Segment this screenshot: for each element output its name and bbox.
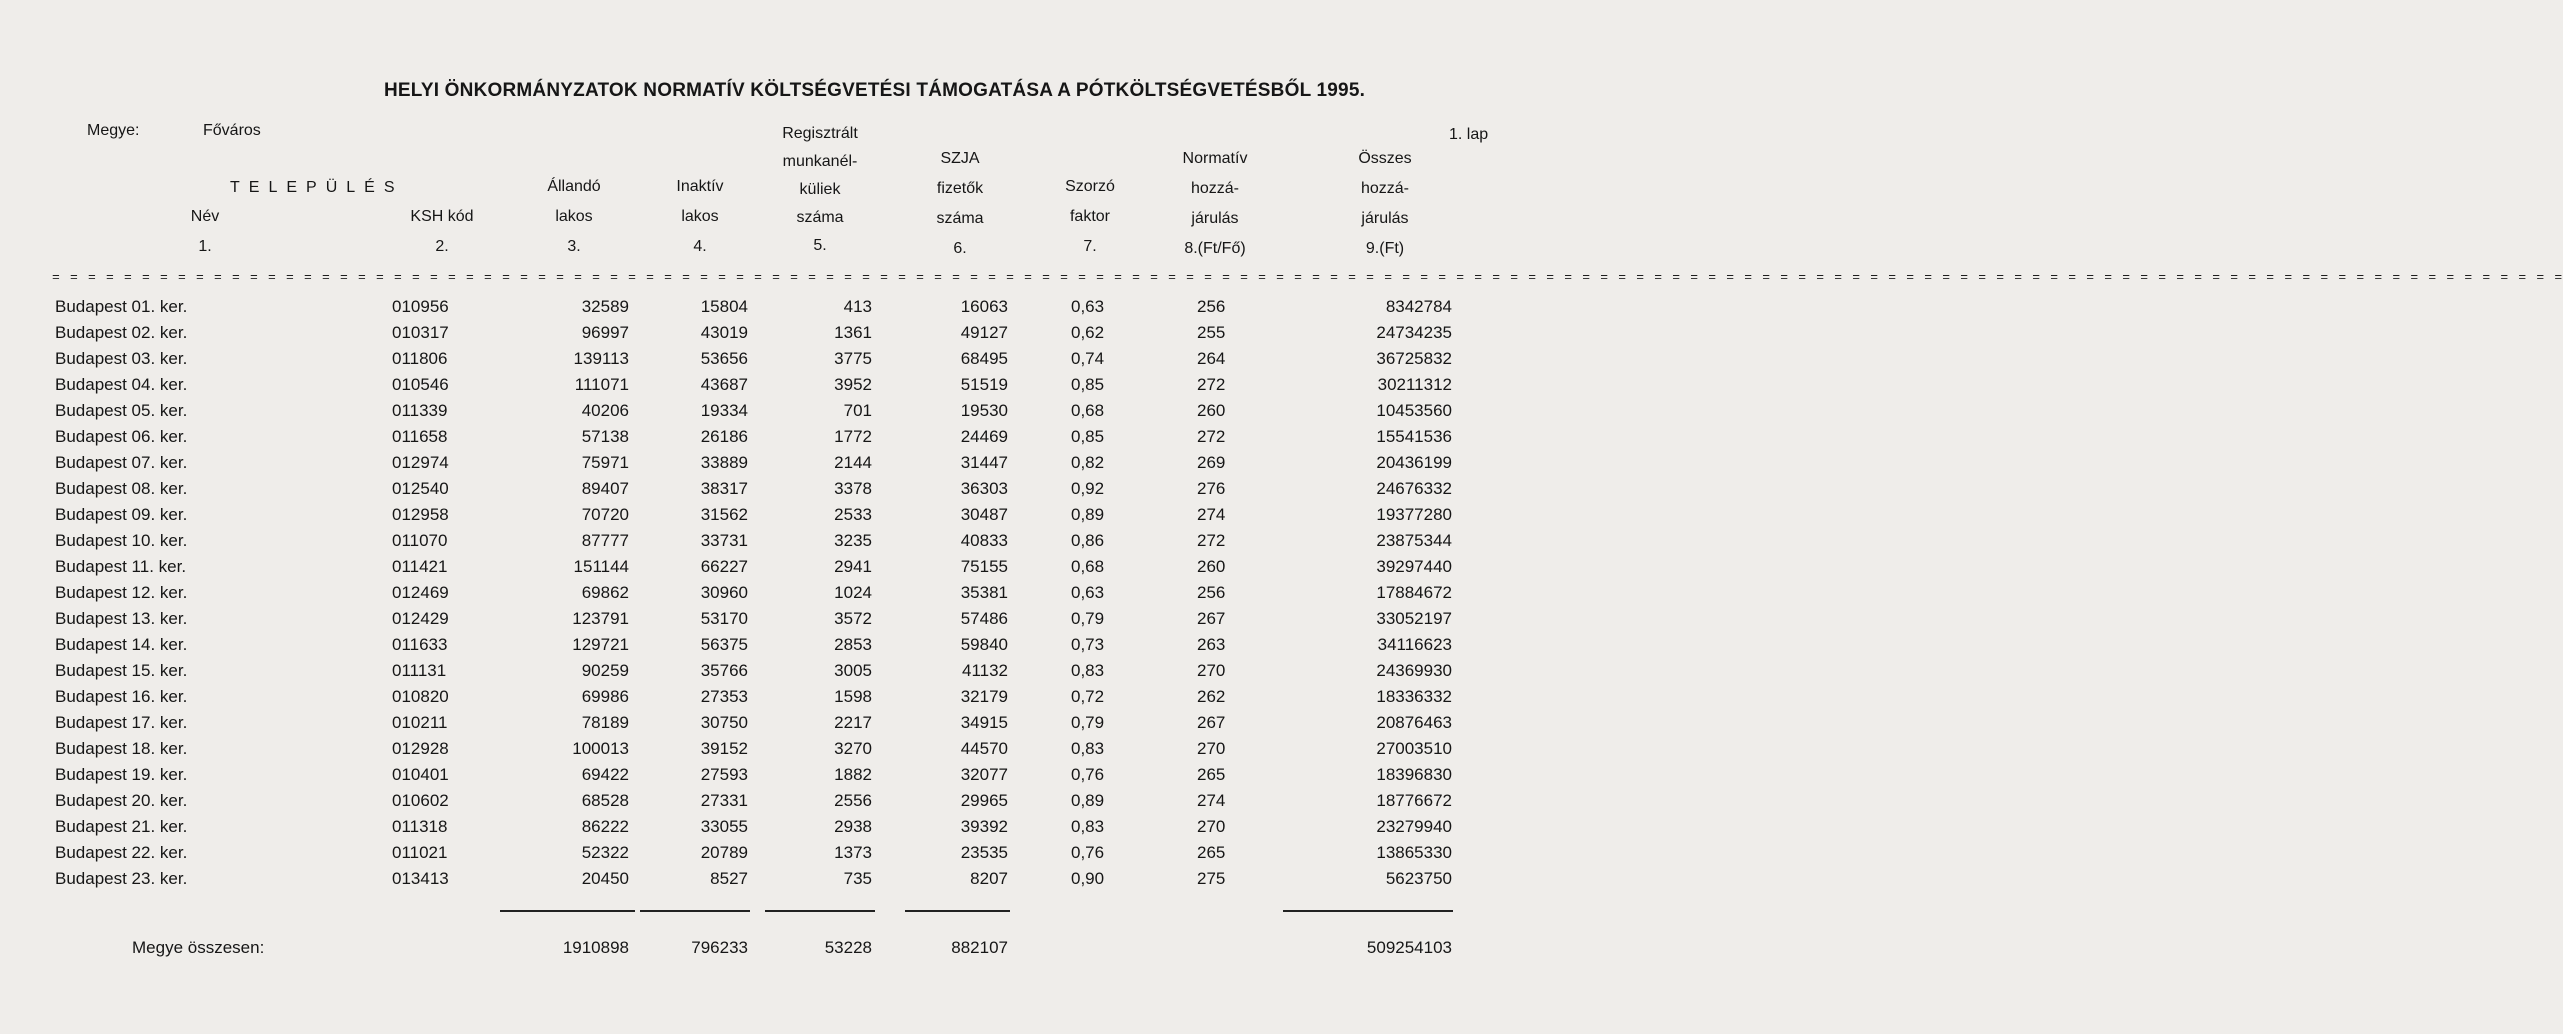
cell-regisztralt: 2144: [834, 453, 872, 472]
cell-normativ: 270: [1197, 817, 1226, 836]
megye-value: Főváros: [203, 122, 261, 139]
cell-nev: Budapest 07. ker.: [55, 453, 188, 472]
cell-inaktiv-lakos: 33731: [700, 531, 748, 550]
cell-szja: 75155: [960, 557, 1008, 576]
cell-allando-lakos: 68528: [581, 791, 629, 810]
cell-regisztralt: 735: [843, 869, 872, 888]
cell-allando-lakos: 151144: [573, 557, 629, 576]
cell-szorzo: 0,85: [1071, 375, 1105, 394]
cell-szorzo: 0,82: [1071, 453, 1105, 472]
cell-ksh-kod: 010602: [392, 791, 449, 810]
cell-osszes: 19377280: [1376, 505, 1452, 524]
cell-ksh-kod: 012429: [392, 609, 449, 628]
header-regisztralt: Regisztrált munkanél- küliek száma 5.: [782, 125, 858, 254]
cell-allando-lakos: 87777: [581, 531, 629, 550]
cell-inaktiv-lakos: 27353: [700, 687, 748, 706]
cell-allando-lakos: 69862: [581, 583, 629, 602]
cell-nev: Budapest 11. ker.: [55, 557, 187, 576]
cell-normativ: 270: [1197, 661, 1226, 680]
cell-nev: Budapest 09. ker.: [55, 505, 188, 524]
cell-szja: 31447: [960, 453, 1008, 472]
cell-szorzo: 0,76: [1071, 765, 1105, 784]
cell-ksh-kod: 011806: [392, 349, 448, 368]
header-allando-lakos: Állandó lakos 3.: [547, 178, 601, 255]
cell-regisztralt: 1598: [834, 687, 872, 706]
cell-ksh-kod: 011131: [392, 661, 447, 680]
cell-osszes: 39297440: [1376, 557, 1452, 576]
cell-szorzo: 0,85: [1071, 427, 1105, 446]
cell-allando-lakos: 32589: [581, 297, 629, 316]
cell-szja: 41132: [961, 661, 1008, 680]
cell-inaktiv-lakos: 33055: [700, 817, 748, 836]
cell-normativ: 265: [1197, 765, 1226, 784]
cell-szja: 32077: [960, 765, 1008, 784]
cell-regisztralt: 1024: [834, 583, 872, 602]
cell-ksh-kod: 010546: [392, 375, 449, 394]
cell-szja: 57486: [960, 609, 1008, 628]
total-allando: 1910898: [562, 938, 629, 957]
cell-allando-lakos: 69986: [581, 687, 629, 706]
cell-nev: Budapest 10. ker.: [55, 531, 188, 550]
cell-osszes: 10453560: [1376, 401, 1452, 420]
header-ksh-kod: KSH kód 2.: [410, 208, 474, 255]
cell-inaktiv-lakos: 27593: [700, 765, 748, 784]
cell-szja: 68495: [960, 349, 1008, 368]
cell-szja: 35381: [960, 583, 1008, 602]
header-inaktiv-lakos: Inaktív lakos 4.: [676, 178, 724, 255]
cell-ksh-kod: 010317: [392, 323, 449, 342]
cell-szorzo: 0,76: [1071, 843, 1105, 862]
cell-szorzo: 0,62: [1071, 323, 1105, 342]
cell-inaktiv-lakos: 39152: [700, 739, 748, 758]
cell-nev: Budapest 03. ker.: [55, 349, 188, 368]
cell-osszes: 24676332: [1376, 479, 1452, 498]
cell-szja: 40833: [960, 531, 1008, 550]
cell-regisztralt: 3270: [834, 739, 872, 758]
cell-ksh-kod: 013413: [392, 869, 449, 888]
cell-szja: 34915: [960, 713, 1008, 732]
cell-szorzo: 0,63: [1071, 583, 1105, 602]
cell-normativ: 265: [1197, 843, 1226, 862]
table-row: [0, 684, 1601, 710]
cell-regisztralt: 413: [843, 297, 872, 316]
cell-osszes: 18776672: [1376, 791, 1452, 810]
cell-normativ: 267: [1197, 609, 1226, 628]
cell-regisztralt: 2556: [834, 791, 872, 810]
cell-allando-lakos: 78189: [581, 713, 629, 732]
cell-ksh-kod: 012928: [392, 739, 449, 758]
cell-szorzo: 0,63: [1071, 297, 1105, 316]
cell-szorzo: 0,89: [1071, 791, 1105, 810]
cell-nev: Budapest 17. ker.: [55, 713, 188, 732]
cell-normativ: 262: [1197, 687, 1226, 706]
cell-nev: Budapest 16. ker.: [55, 687, 188, 706]
cell-allando-lakos: 100013: [572, 739, 629, 758]
table-row: [0, 320, 1601, 346]
cell-osszes: 24734235: [1376, 323, 1452, 342]
cell-szorzo: 0,92: [1071, 479, 1105, 498]
cell-regisztralt: 2941: [834, 557, 872, 576]
cell-normativ: 275: [1197, 869, 1226, 888]
table-row: [0, 398, 1601, 424]
total-underline: [905, 910, 1010, 912]
table-row: [0, 814, 1601, 840]
cell-normativ: 274: [1197, 791, 1226, 810]
cell-allando-lakos: 111071: [574, 375, 629, 394]
table-row: [0, 866, 1601, 892]
cell-allando-lakos: 69422: [581, 765, 629, 784]
cell-inaktiv-lakos: 26186: [700, 427, 748, 446]
cell-szja: 49127: [960, 323, 1008, 342]
cell-allando-lakos: 139113: [573, 349, 629, 368]
cell-allando-lakos: 20450: [581, 869, 629, 888]
total-osszes: 509254103: [1366, 938, 1452, 957]
header-szja: SZJA fizetők száma 6.: [936, 150, 984, 257]
cell-allando-lakos: 57138: [581, 427, 629, 446]
cell-osszes: 13865330: [1376, 843, 1452, 862]
cell-allando-lakos: 70720: [581, 505, 629, 524]
cell-regisztralt: 2853: [834, 635, 872, 654]
group-header-telepules: TELEPÜLÉS: [230, 179, 404, 196]
cell-nev: Budapest 18. ker.: [55, 739, 188, 758]
cell-szorzo: 0,68: [1071, 557, 1105, 576]
table-row: [0, 346, 1601, 372]
header-normativ: Normatív hozzá- járulás 8.(Ft/Fő): [1182, 150, 1248, 257]
cell-ksh-kod: 012469: [392, 583, 449, 602]
cell-osszes: 18336332: [1376, 687, 1452, 706]
cell-ksh-kod: 011021: [392, 843, 448, 862]
table-row: [0, 788, 1601, 814]
cell-szja: 51519: [960, 375, 1008, 394]
cell-ksh-kod: 010401: [392, 765, 449, 784]
cell-szorzo: 0,72: [1071, 687, 1105, 706]
cell-ksh-kod: 012540: [392, 479, 449, 498]
cell-ksh-kod: 010820: [392, 687, 449, 706]
cell-inaktiv-lakos: 33889: [700, 453, 748, 472]
table-row: [0, 606, 1601, 632]
table-row: [0, 762, 1601, 788]
cell-inaktiv-lakos: 20789: [700, 843, 748, 862]
cell-szorzo: 0,74: [1071, 349, 1105, 368]
cell-osszes: 18396830: [1376, 765, 1452, 784]
cell-inaktiv-lakos: 43019: [700, 323, 748, 342]
header-szorzo-faktor: Szorzó faktor 7.: [1065, 178, 1115, 255]
header-separator: = = = = = = = = = = = = = = = = = = = = = = = = = = = = = = = = = = = = = = = = = = = = = = = = = = = = = = = = = = = = = = = = = = = = = = = = = = = = = = = = = = = = = = = = = = = = = = = = = = = = = = = = = = = = = = = = = = = = = = = = = = = = = = = = = = = = = = = = = = = =: [52, 270, 2563, 285]
cell-nev: Budapest 13. ker.: [55, 609, 188, 628]
header-osszes: Összes hozzá- járulás 9.(Ft): [1358, 150, 1412, 257]
totals-label: Megye összesen:: [132, 938, 265, 957]
page-number: 1. lap: [1449, 126, 1489, 143]
cell-regisztralt: 1373: [834, 843, 872, 862]
cell-inaktiv-lakos: 43687: [700, 375, 748, 394]
cell-osszes: 27003510: [1376, 739, 1452, 758]
cell-normativ: 269: [1197, 453, 1226, 472]
table-row: [0, 502, 1601, 528]
cell-szja: 59840: [960, 635, 1008, 654]
cell-regisztralt: 1361: [834, 323, 872, 342]
cell-nev: Budapest 19. ker.: [55, 765, 188, 784]
cell-osszes: 23279940: [1376, 817, 1452, 836]
cell-nev: Budapest 15. ker.: [55, 661, 188, 680]
cell-allando-lakos: 40206: [581, 401, 629, 420]
cell-szorzo: 0,68: [1071, 401, 1105, 420]
cell-ksh-kod: 010211: [392, 713, 448, 732]
cell-ksh-kod: 010956: [392, 297, 449, 316]
cell-allando-lakos: 89407: [581, 479, 629, 498]
cell-regisztralt: 2217: [834, 713, 872, 732]
cell-inaktiv-lakos: 56375: [700, 635, 748, 654]
cell-osszes: 15541536: [1376, 427, 1452, 446]
table-row: [0, 554, 1601, 580]
cell-inaktiv-lakos: 35766: [700, 661, 748, 680]
cell-normativ: 260: [1197, 401, 1226, 420]
cell-regisztralt: 3952: [834, 375, 872, 394]
cell-osszes: 5623750: [1385, 869, 1452, 888]
cell-ksh-kod: 011318: [392, 817, 448, 836]
cell-osszes: 36725832: [1376, 349, 1452, 368]
cell-ksh-kod: 012958: [392, 505, 449, 524]
cell-regisztralt: 701: [843, 401, 872, 420]
cell-normativ: 255: [1197, 323, 1226, 342]
cell-szja: 16063: [960, 297, 1008, 316]
cell-ksh-kod: 011339: [392, 401, 448, 420]
cell-szorzo: 0,73: [1071, 635, 1105, 654]
table-row: [0, 476, 1601, 502]
cell-nev: Budapest 06. ker.: [55, 427, 188, 446]
cell-nev: Budapest 12. ker.: [55, 583, 188, 602]
cell-regisztralt: 3572: [834, 609, 872, 628]
cell-allando-lakos: 52322: [581, 843, 629, 862]
cell-osszes: 24369930: [1376, 661, 1452, 680]
table-row: [0, 580, 1601, 606]
cell-szja: 29965: [960, 791, 1008, 810]
cell-allando-lakos: 123791: [572, 609, 629, 628]
total-underline: [765, 910, 875, 912]
cell-szja: 23535: [960, 843, 1008, 862]
cell-osszes: 34116623: [1377, 635, 1452, 654]
cell-normativ: 267: [1197, 713, 1226, 732]
cell-allando-lakos: 90259: [581, 661, 629, 680]
table-row: [0, 424, 1601, 450]
cell-inaktiv-lakos: 30960: [700, 583, 748, 602]
cell-ksh-kod: 011421: [392, 557, 448, 576]
table-row: [0, 658, 1601, 684]
cell-osszes: 23875344: [1376, 531, 1452, 550]
cell-regisztralt: 3378: [834, 479, 872, 498]
table-row: [0, 710, 1601, 736]
cell-ksh-kod: 012974: [392, 453, 449, 472]
total-underline: [640, 910, 750, 912]
cell-normativ: 256: [1197, 297, 1226, 316]
cell-inaktiv-lakos: 30750: [700, 713, 748, 732]
cell-osszes: 30211312: [1377, 375, 1452, 394]
cell-szorzo: 0,83: [1071, 817, 1105, 836]
cell-szja: 36303: [960, 479, 1008, 498]
header-nev: Név 1.: [190, 208, 220, 255]
cell-nev: Budapest 04. ker.: [55, 375, 188, 394]
cell-szorzo: 0,89: [1071, 505, 1105, 524]
cell-szja: 44570: [960, 739, 1008, 758]
table-row: [0, 632, 1601, 658]
cell-nev: Budapest 23. ker.: [55, 869, 188, 888]
table-row: [0, 736, 1601, 762]
cell-nev: Budapest 01. ker.: [55, 297, 188, 316]
data-table-body: [0, 294, 1601, 892]
cell-inaktiv-lakos: 8527: [710, 869, 748, 888]
cell-normativ: 263: [1197, 635, 1226, 654]
cell-nev: Budapest 14. ker.: [55, 635, 188, 654]
cell-szja: 32179: [960, 687, 1008, 706]
total-underline: [1283, 910, 1453, 912]
cell-ksh-kod: 011658: [392, 427, 448, 446]
cell-normativ: 272: [1197, 375, 1226, 394]
cell-osszes: 8342784: [1385, 297, 1452, 316]
cell-allando-lakos: 96997: [581, 323, 629, 342]
cell-regisztralt: 3005: [834, 661, 872, 680]
cell-szorzo: 0,90: [1071, 869, 1105, 888]
cell-nev: Budapest 08. ker.: [55, 479, 188, 498]
cell-nev: Budapest 20. ker.: [55, 791, 188, 810]
cell-inaktiv-lakos: 38317: [700, 479, 748, 498]
total-underline: [500, 910, 635, 912]
cell-normativ: 272: [1197, 531, 1226, 550]
cell-inaktiv-lakos: 31562: [700, 505, 748, 524]
cell-regisztralt: 2938: [834, 817, 872, 836]
total-inaktiv: 796233: [691, 938, 748, 957]
table-row: [0, 528, 1601, 554]
cell-normativ: 276: [1197, 479, 1226, 498]
cell-szorzo: 0,79: [1071, 609, 1105, 628]
cell-szorzo: 0,83: [1071, 739, 1105, 758]
cell-regisztralt: 3775: [834, 349, 872, 368]
table-row: [0, 294, 1601, 320]
cell-regisztralt: 1772: [834, 427, 872, 446]
cell-inaktiv-lakos: 53656: [700, 349, 748, 368]
cell-szorzo: 0,86: [1071, 531, 1105, 550]
cell-szja: 19530: [960, 401, 1008, 420]
cell-normativ: 270: [1197, 739, 1226, 758]
cell-allando-lakos: 86222: [581, 817, 629, 836]
cell-normativ: 256: [1197, 583, 1226, 602]
cell-inaktiv-lakos: 53170: [700, 609, 748, 628]
cell-normativ: 260: [1197, 557, 1226, 576]
cell-inaktiv-lakos: 19334: [700, 401, 748, 420]
cell-ksh-kod: 011633: [392, 635, 448, 654]
cell-inaktiv-lakos: 15804: [700, 297, 748, 316]
table-row: [0, 840, 1601, 866]
cell-allando-lakos: 75971: [581, 453, 629, 472]
cell-osszes: 20436199: [1376, 453, 1452, 472]
cell-inaktiv-lakos: 66227: [700, 557, 748, 576]
cell-normativ: 264: [1197, 349, 1226, 368]
cell-szja: 24469: [960, 427, 1008, 446]
cell-inaktiv-lakos: 27331: [700, 791, 748, 810]
megye-label: Megye:: [87, 122, 140, 139]
cell-allando-lakos: 129721: [572, 635, 629, 654]
cell-ksh-kod: 011070: [392, 531, 448, 550]
cell-normativ: 272: [1197, 427, 1226, 446]
cell-szorzo: 0,83: [1071, 661, 1105, 680]
cell-regisztralt: 3235: [834, 531, 872, 550]
cell-szorzo: 0,79: [1071, 713, 1105, 732]
cell-szja: 30487: [960, 505, 1008, 524]
cell-nev: Budapest 22. ker.: [55, 843, 188, 862]
total-regisztralt: 53228: [824, 938, 872, 957]
cell-osszes: 33052197: [1376, 609, 1452, 628]
document-title: HELYI ÖNKORMÁNYZATOK NORMATÍV KÖLTSÉGVETÉSI TÁMOGATÁSA A PÓTKÖLTSÉGVETÉSBŐL 1995.: [384, 80, 1366, 101]
cell-regisztralt: 1882: [834, 765, 872, 784]
table-row: [0, 372, 1601, 398]
cell-regisztralt: 2533: [834, 505, 872, 524]
cell-nev: Budapest 21. ker.: [55, 817, 188, 836]
cell-normativ: 274: [1197, 505, 1226, 524]
cell-szja: 8207: [970, 869, 1008, 888]
total-szja: 882107: [951, 938, 1008, 957]
cell-osszes: 20876463: [1376, 713, 1452, 732]
cell-nev: Budapest 05. ker.: [55, 401, 188, 420]
cell-szja: 39392: [960, 817, 1008, 836]
table-row: [0, 450, 1601, 476]
cell-nev: Budapest 02. ker.: [55, 323, 188, 342]
cell-osszes: 17884672: [1376, 583, 1452, 602]
